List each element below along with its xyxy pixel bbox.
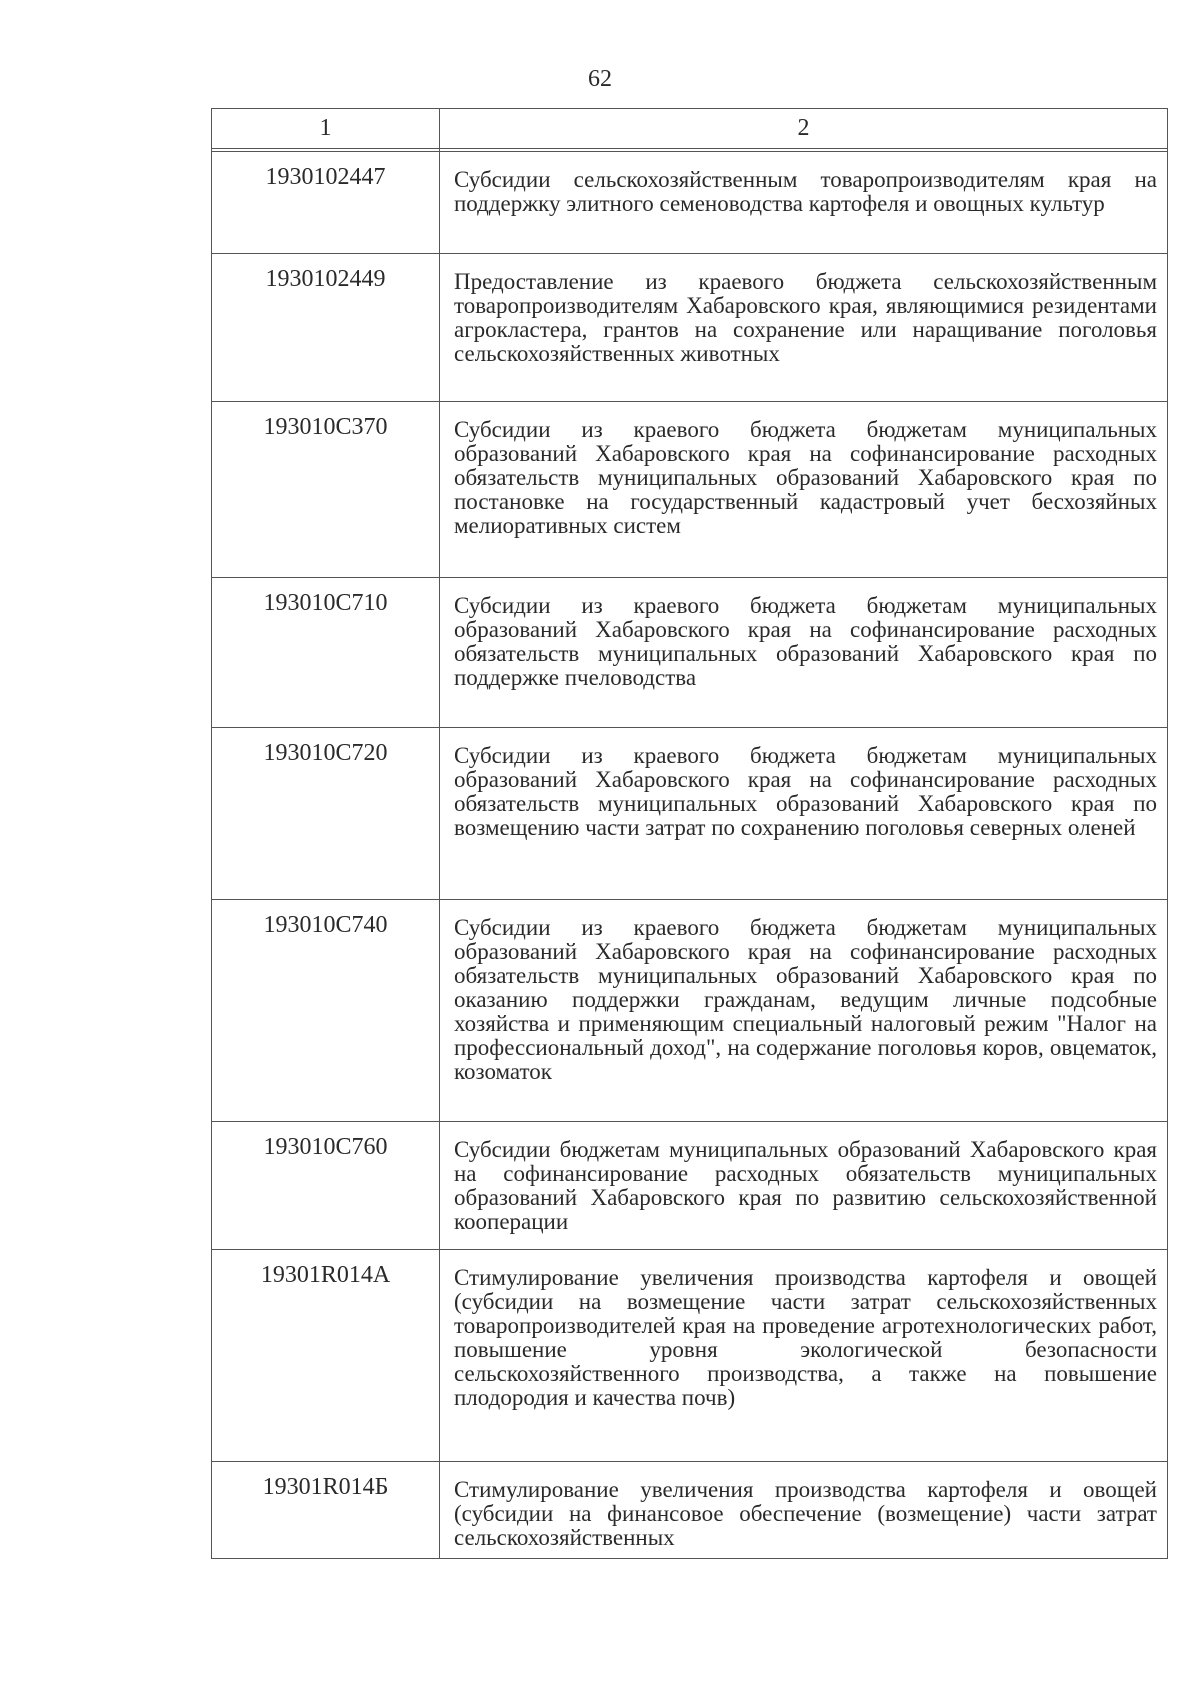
- table-row: [212, 402, 1168, 578]
- table-row: [212, 578, 1168, 728]
- row-description: Субсидии из краевого бюджета бюджетам муниципальных образований Хабаровского края на софинансирование расходных обязательств муниципальных образований Хабаровского края по оказанию поддержки гражданам, ведущим личные подсобные хозяйства и применяющим специальный налоговый режим "Налог на профессиональный доход", на содержание поголовья коров, овцематок, козоматок: [440, 900, 1168, 1122]
- table-row: [212, 152, 1168, 254]
- table-header-row: [212, 109, 1168, 149]
- table-row: [212, 1122, 1168, 1250]
- column-2-header: 2: [440, 109, 1168, 149]
- row-code: 193010С370: [212, 402, 440, 578]
- row-code: 193010С760: [212, 1122, 440, 1250]
- table-row: [212, 1462, 1168, 1559]
- row-description: Субсидии бюджетам муниципальных образований Хабаровского края на софинансирование расходных обязательств муниципальных образований Хабаровского края по развитию сельскохозяйственной кооперации: [440, 1122, 1168, 1250]
- row-description: Предоставление из краевого бюджета сельскохозяйственным товаропроизводителям Хабаровского края, являющимися резидентами агрокластера, грантов на сохранение или наращивание поголовья сельскохозяйственных животных: [440, 254, 1168, 402]
- row-code: 193010С720: [212, 728, 440, 900]
- row-description: Стимулирование увеличения производства картофеля и овощей (субсидии на возмещение части затрат сельскохозяйственных товаропроизводителей края на проведение агротехнологических работ, повышение уровня экологической безопасности сельскохозяйственного производства, а также на повышение плодородия и качества почв): [440, 1250, 1168, 1462]
- row-code: 1930102447: [212, 152, 440, 254]
- row-description: Субсидии из краевого бюджета бюджетам муниципальных образований Хабаровского края на софинансирование расходных обязательств муниципальных образований Хабаровского края по поддержке пчеловодства: [440, 578, 1168, 728]
- row-code: 19301R014A: [212, 1250, 440, 1462]
- table-row: [212, 728, 1168, 900]
- page-number: 62: [588, 66, 612, 92]
- row-code: 193010С710: [212, 578, 440, 728]
- row-code: 19301R014Б: [212, 1462, 440, 1559]
- table-row: [212, 254, 1168, 402]
- row-description: Субсидии из краевого бюджета бюджетам муниципальных образований Хабаровского края на софинансирование расходных обязательств муниципальных образований Хабаровского края по возмещению части затрат по сохранению поголовья северных оленей: [440, 728, 1168, 900]
- row-code: 1930102449: [212, 254, 440, 402]
- row-description: Субсидии из краевого бюджета бюджетам муниципальных образований Хабаровского края на софинансирование расходных обязательств муниципальных образований Хабаровского края по постановке на государственный кадастровый учет бесхозяйных мелиоративных систем: [440, 402, 1168, 578]
- table-row: [212, 1250, 1168, 1462]
- row-code: 193010С740: [212, 900, 440, 1122]
- row-description: Стимулирование увеличения производства картофеля и овощей (субсидии на финансовое обеспечение (возмещение) части затрат сельскохозяйственных: [440, 1462, 1168, 1559]
- table-row: [212, 900, 1168, 1122]
- column-1-header: 1: [212, 109, 440, 149]
- budget-classification-table: [211, 108, 1168, 1559]
- row-description: Субсидии сельскохозяйственным товаропроизводителям края на поддержку элитного семеноводства картофеля и овощных культур: [440, 152, 1168, 254]
